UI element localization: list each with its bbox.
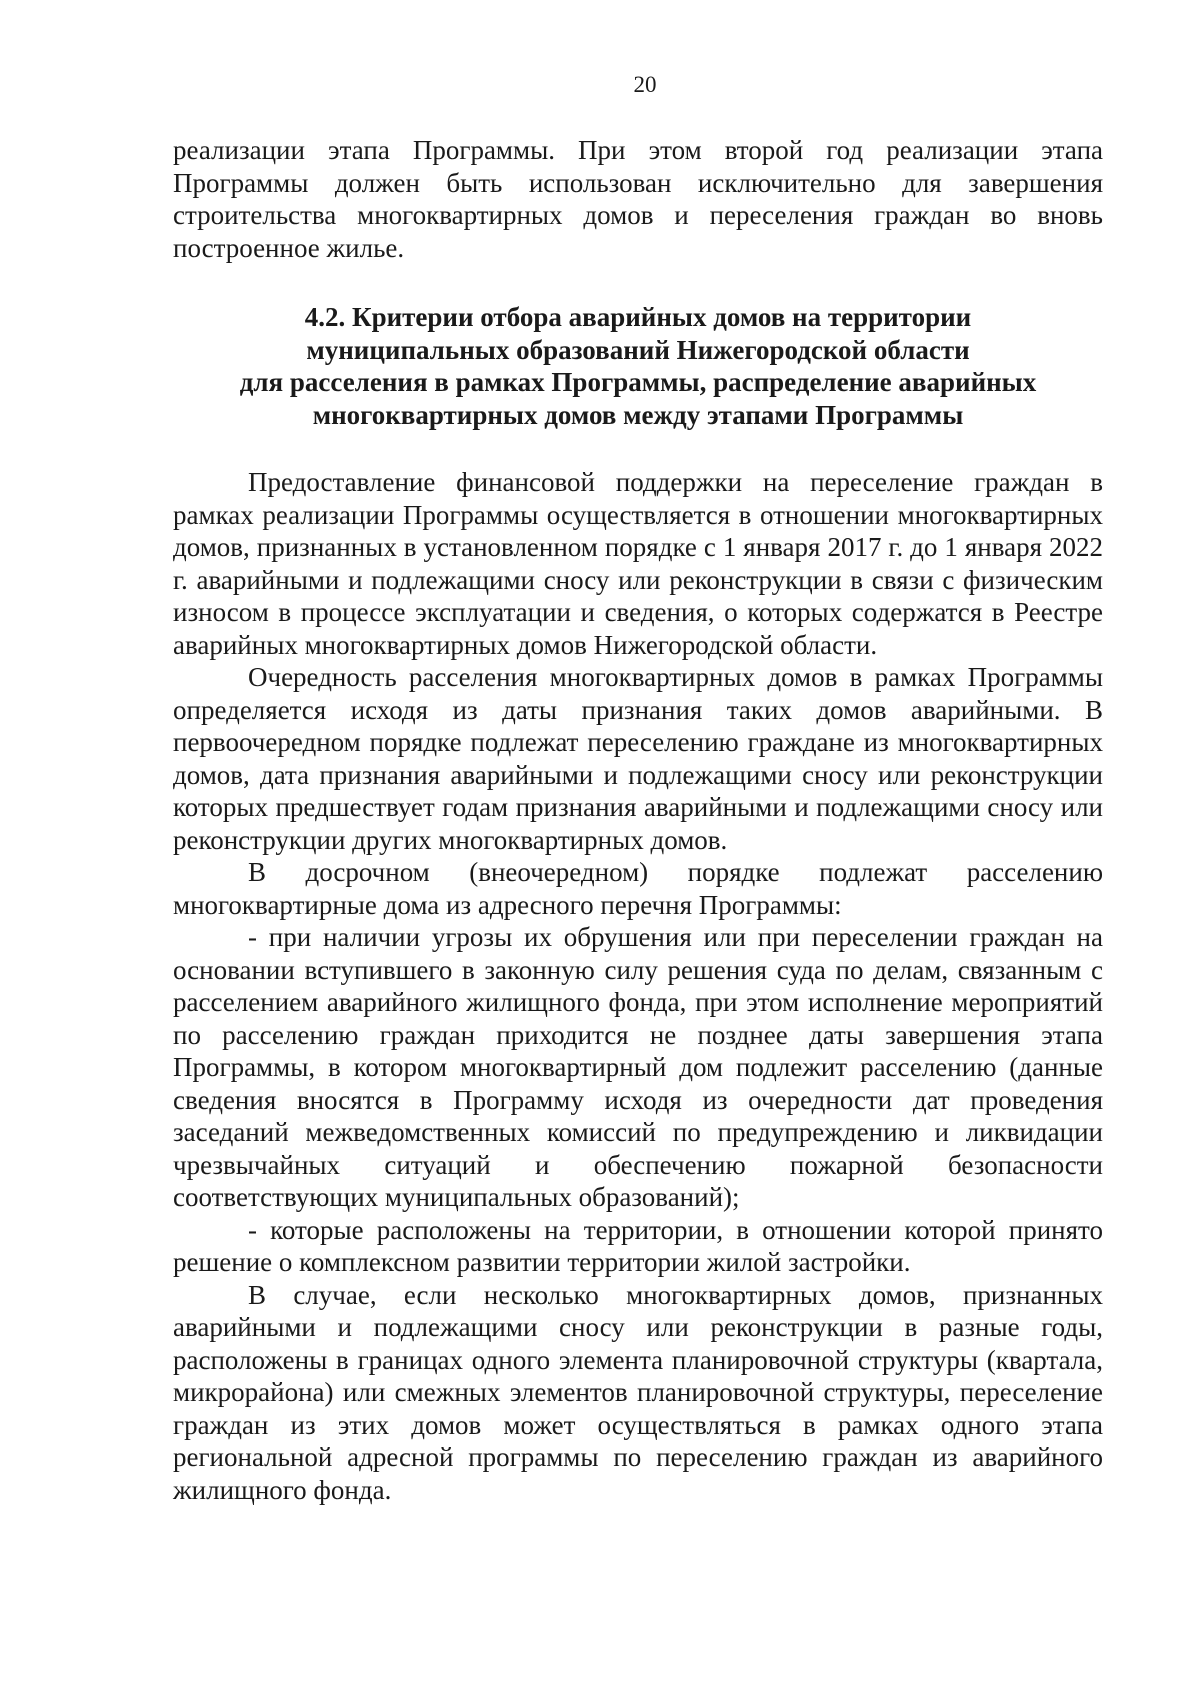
- paragraph-early-resettlement: В досрочном (внеочередном) порядке подлежат расселению многоквартирные дома из адресного перечня Программы:: [173, 857, 1103, 920]
- intro-paragraph: реализации этапа Программы. При этом второй год реализации этапа Программы должен быть использован исключительно для завершения строительства многоквартирных домов и переселения граждан во вновь построенное жилье.: [173, 135, 1103, 263]
- list-item-complex-development: - которые расположены на территории, в отношении которой принято решение о комплексном развитии территории жилой застройки.: [173, 1214, 1103, 1277]
- paragraph-financial-support: Предоставление финансовой поддержки на переселение граждан в рамках реализации Программы осуществляется в отношении многоквартирных домов, признанных в установленном порядке с 1 января 2017 г. до 1 января 2022 г. аварийными и подлежащими сносу или реконструкции в связи с физическим износом в процессе эксплуатации и сведения, о которых содержатся в Реестре аварийных многоквартирных домов Нижегородской области.: [173, 467, 1103, 660]
- page-number: 20: [633, 72, 657, 97]
- section-heading-line-4: многоквартирных домов между этапами Программы: [312, 399, 964, 430]
- list-item-collapse-threat: - при наличии угрозы их обрушения или при переселении граждан на основании вступившего в законную силу решения суда по делам, связанным с расселением аварийного жилищного фонда, при этом исполнение мероприятий по расселению граждан приходится не позднее даты завершения этапа Программы, в котором многоквартирный дом подлежит расселению (данные сведения вносятся в Программу исходя из очередности дат проведения заседаний межведомственных комиссий по предупреждению и ликвидации чрезвычайных ситуаций и обеспечению пожарной безопасности соответствующих муниципальных образований);: [173, 922, 1103, 1212]
- section-heading-line-2: муниципальных образований Нижегородской области: [306, 334, 970, 365]
- paragraph-single-stage: В случае, если несколько многоквартирных домов, признанных аварийными и подлежащими сносу или реконструкции в разные годы, расположены в границах одного элемента планировочной структуры (квартала, микрорайона) или смежных элементов планировочной структуры, переселение граждан из этих домов может осуществляться в рамках одного этапа региональной адресной программы по переселению граждан из аварийного жилищного фонда.: [173, 1279, 1103, 1505]
- section-heading-line-3: для расселения в рамках Программы, распределение аварийных: [239, 367, 1037, 397]
- paragraph-resettlement-order: Очередность расселения многоквартирных домов в рамках Программы определяется исходя из даты признания таких домов аварийными. В первоочередном порядке подлежат переселению граждане из многоквартирных домов, дата признания аварийными и подлежащими сносу или реконструкции которых предшествует годам признания аварийными и подлежащими сносу или реконструкции других многоквартирных домов.: [173, 662, 1103, 855]
- section-heading: [173, 301, 1103, 431]
- document-body: [173, 134, 1103, 1506]
- section-heading-line-1: 4.2. Критерии отбора аварийных домов на территории: [304, 302, 972, 332]
